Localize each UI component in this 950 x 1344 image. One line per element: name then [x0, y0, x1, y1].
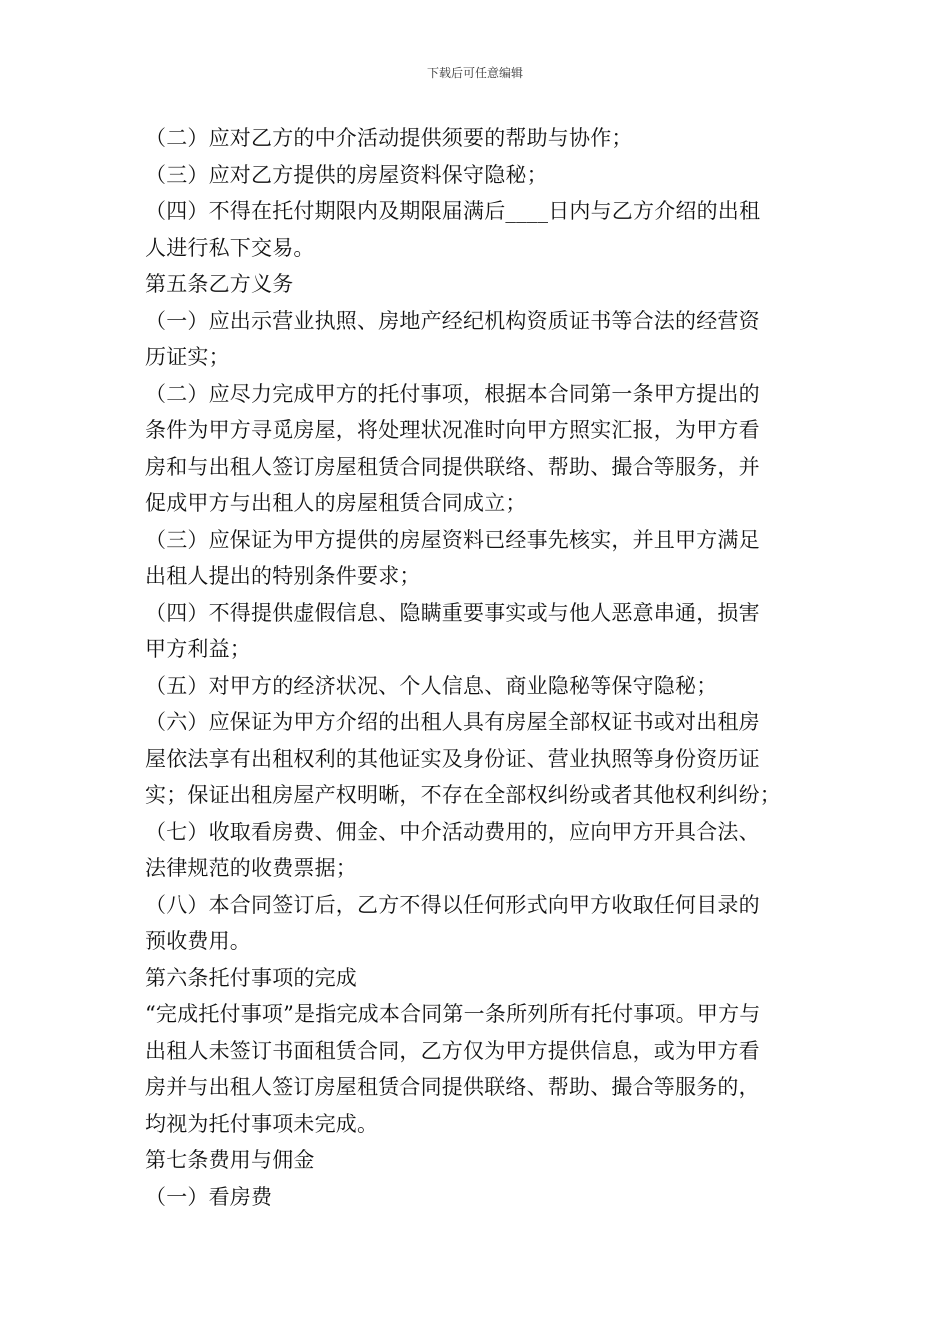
text-line: 人进行私下交易。 — [145, 235, 315, 260]
text-line: （三）应保证为甲方提供的房屋资料已经事先核实，并且甲方满足 — [145, 527, 760, 552]
section-heading: 第五条乙方义务 — [145, 272, 294, 296]
text-line: 出租人提出的特别条件要求； — [145, 564, 421, 588]
text-line: （二）应对乙方的中介活动提供须要的帮助与协作； — [145, 126, 633, 150]
text-line: （四）不得提供虚假信息、隐瞒重要事实或与他人恶意串通，损害 — [145, 600, 760, 625]
text-line: 甲方利益； — [145, 637, 251, 661]
text-line: （七）收取看房费、佣金、中介活动费用的，应向甲方开具合法、 — [145, 819, 760, 844]
text-line: 预收费用。 — [145, 929, 251, 953]
text-line: 法律规范的收费票据； — [145, 856, 357, 880]
text-line: 条件为甲方寻觅房屋，将处理状况准时向甲方照实汇报，为甲方看 — [145, 418, 760, 442]
text-line: 房和与出租人签订房屋租赁合同提供联络、帮助、撮合等服务，并 — [145, 454, 760, 479]
text-line: 出租人未签订书面租赁合同，乙方仅为甲方提供信息，或为甲方看 — [145, 1038, 760, 1063]
text-line: （一）应出示营业执照、房地产经纪机构资质证书等合法的经营资 — [145, 308, 760, 333]
text-line: 房并与出租人签订房屋租赁合同提供联络、帮助、撮合等服务的， — [145, 1075, 760, 1099]
text-line: （六）应保证为甲方介绍的出租人具有房屋全部权证书或对出租房 — [145, 710, 760, 734]
text-line: （八）本合同签订后，乙方不得以任何形式向甲方收取任何目录的 — [145, 892, 760, 917]
text-line: （四）不得在托付期限内及期限届满后____日内与乙方介绍的出租 — [145, 199, 761, 223]
text-line: 历证实； — [145, 345, 230, 369]
text-line: 均视为托付事项未完成。 — [145, 1111, 379, 1136]
text-line: （二）应尽力完成甲方的托付事项，根据本合同第一条甲方提出的 — [145, 381, 760, 406]
text-line: 促成甲方与出租人的房屋租赁合同成立； — [145, 491, 527, 515]
section-heading: 第七条费用与佣金 — [145, 1148, 315, 1172]
text-line: （一）看房费 — [145, 1184, 273, 1209]
text-line: “完成托付事项”是指完成本合同第一条所列所有托付事项。甲方与 — [145, 1002, 761, 1026]
page-header: 下载后可任意编辑 — [426, 66, 523, 80]
text-line: 屋依法享有出租权利的其他证实及身份证、营业执照等身份资历证 — [145, 746, 760, 771]
text-line: 实；保证出租房屋产权明晰，不存在全部权纠纷或者其他权利纠纷； — [145, 783, 781, 807]
text-line: （三）应对乙方提供的房屋资料保守隐秘； — [145, 162, 548, 187]
section-heading: 第六条托付事项的完成 — [145, 965, 357, 990]
text-line: （五）对甲方的经济状况、个人信息、商业隐秘等保守隐秘； — [145, 673, 718, 698]
document-body — [145, 120, 810, 1215]
